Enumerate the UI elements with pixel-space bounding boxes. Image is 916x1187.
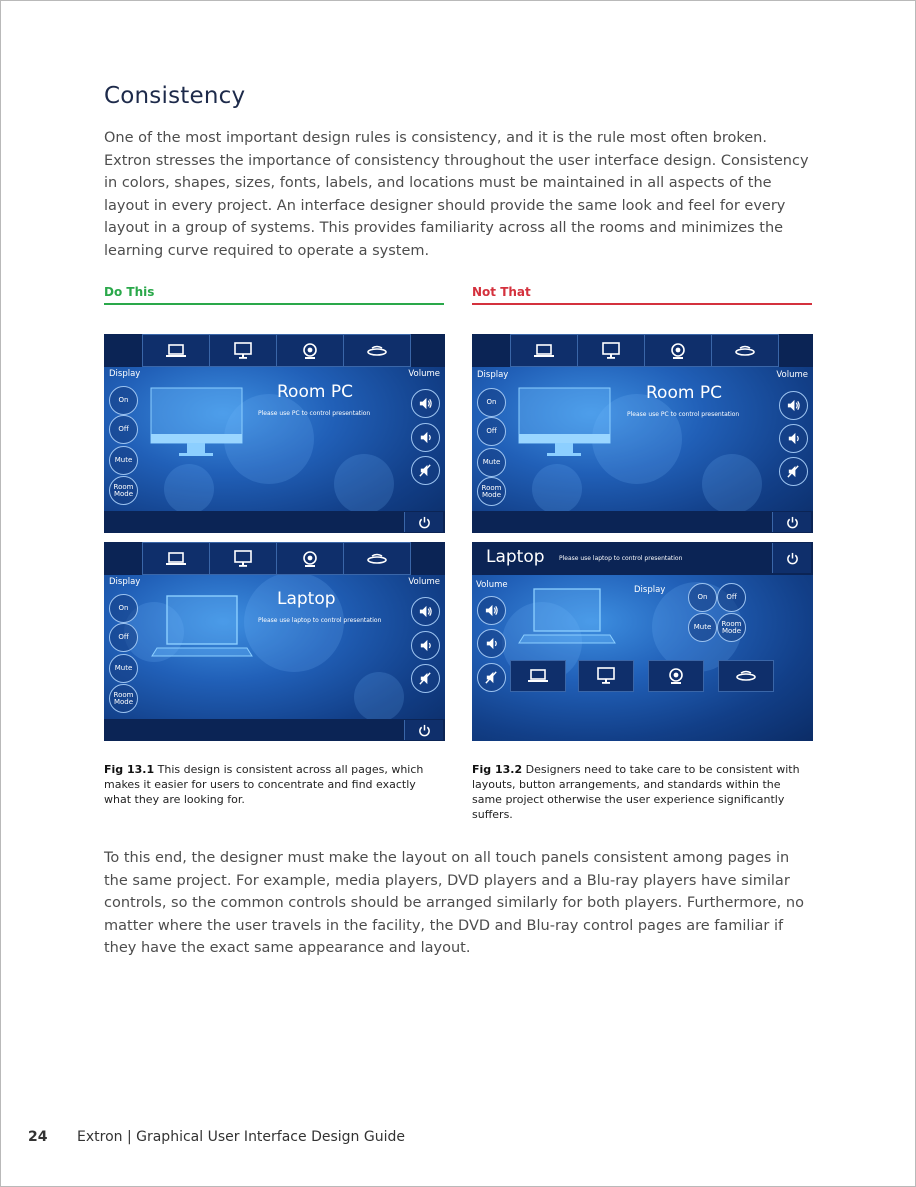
display-on-button[interactable]: On <box>109 594 138 623</box>
tab-bluray[interactable] <box>711 334 779 367</box>
power-icon <box>786 552 799 565</box>
monitor-icon <box>600 342 622 360</box>
do-this-heading: Do This <box>104 285 444 305</box>
volume-mute-button[interactable] <box>477 663 506 692</box>
bluray-icon <box>366 342 388 360</box>
source-tab-bar <box>104 542 445 575</box>
monitor-icon <box>232 342 254 360</box>
footer-title: Extron | Graphical User Interface Design Guide <box>77 1129 405 1145</box>
room-pc-title: Room PC <box>277 382 353 402</box>
camera-icon <box>299 550 321 568</box>
display-off-button[interactable]: Off <box>109 623 138 652</box>
bluray-icon <box>366 550 388 568</box>
bottom-bar <box>472 511 813 533</box>
bottom-bar <box>104 511 445 533</box>
display-on-button[interactable]: On <box>109 386 138 415</box>
not-that-heading: Not That <box>472 285 812 305</box>
panel-laptop-inconsistent <box>472 542 813 741</box>
display-label: Display <box>109 369 141 379</box>
volume-up-button[interactable] <box>477 596 506 625</box>
figure-caption-13-2: Fig 13.2 Designers need to take care to be consistent with layouts, button arrangements, and standards within the same project otherwise the user experience significantly suffers. <box>472 763 800 821</box>
monitor-icon <box>232 550 254 568</box>
title-bar <box>472 542 813 575</box>
tab-laptop[interactable] <box>510 334 578 367</box>
volume-down-button[interactable] <box>411 423 440 452</box>
tab-laptop[interactable] <box>510 660 566 692</box>
display-mute-button[interactable]: Mute <box>688 613 717 642</box>
laptop-icon <box>527 667 549 685</box>
room-mode-button[interactable] <box>717 613 746 642</box>
display-mute-button[interactable]: Mute <box>477 448 506 477</box>
room-mode-button[interactable] <box>477 477 506 506</box>
volume-mute-button[interactable] <box>779 457 808 486</box>
display-on-button[interactable]: On <box>477 388 506 417</box>
power-button[interactable] <box>404 512 443 532</box>
figure-caption-13-1: Fig 13.1 This design is consistent across all pages, which makes it easier for users to concentrate and find exactly what they are looking for. <box>104 763 424 806</box>
room-mode-label: Room Mode <box>113 482 134 498</box>
tab-bluray[interactable] <box>343 334 411 367</box>
tab-camera[interactable] <box>644 334 712 367</box>
volume-up-icon <box>786 398 801 413</box>
laptop-subtitle: Please use laptop to control presentation <box>559 555 683 562</box>
volume-label: Volume <box>408 369 440 379</box>
room-pc-subtitle: Please use PC to control presentation <box>627 411 740 418</box>
tab-pc[interactable] <box>209 334 277 367</box>
tab-bluray[interactable] <box>343 542 411 575</box>
tab-camera[interactable] <box>276 542 344 575</box>
display-off-button[interactable]: Off <box>477 417 506 446</box>
camera-icon <box>667 342 689 360</box>
camera-icon <box>299 342 321 360</box>
volume-down-icon <box>418 638 433 653</box>
intro-paragraph: One of the most important design rules is consistency, and it is the rule most often broken. Extron stresses the importance of consistency throughout the user interface design. Consistency in colors, shapes, sizes, fonts, labels, and locations must be maintained in all aspects of the layout in every project. An interface designer should provide the same look and feel for every layout in a group of systems. This provides familiarity across all the rooms and minimizes the learning curve required to operate a system. <box>104 130 809 259</box>
laptop-illustration <box>149 592 254 662</box>
volume-label: Volume <box>408 577 440 587</box>
camera-icon <box>665 667 687 685</box>
display-label: Display <box>634 585 666 595</box>
page-number: 24 <box>28 1129 48 1145</box>
room-pc-subtitle: Please use PC to control presentation <box>258 410 371 417</box>
power-button[interactable] <box>404 720 443 740</box>
laptop-icon <box>165 342 187 360</box>
display-on-button[interactable]: On <box>688 583 717 612</box>
power-icon <box>418 516 431 529</box>
desktop-monitor-illustration <box>517 386 612 461</box>
desktop-monitor-illustration <box>149 386 244 461</box>
display-off-button[interactable]: Off <box>109 415 138 444</box>
volume-label: Volume <box>476 580 508 590</box>
tab-pc[interactable] <box>577 334 645 367</box>
power-button[interactable] <box>772 543 811 573</box>
display-mute-button[interactable]: Mute <box>109 446 138 475</box>
room-mode-button[interactable] <box>109 476 138 505</box>
laptop-icon <box>165 550 187 568</box>
room-mode-label: Room Mode <box>721 619 742 635</box>
volume-mute-button[interactable] <box>411 456 440 485</box>
laptop-title: Laptop <box>486 547 545 567</box>
laptop-icon <box>533 342 555 360</box>
panel-room-pc-consistent <box>104 334 445 533</box>
display-label: Display <box>477 370 509 380</box>
mute-icon <box>418 463 433 478</box>
room-mode-button[interactable] <box>109 684 138 713</box>
panel-laptop-consistent <box>104 542 445 741</box>
mute-icon <box>418 671 433 686</box>
tab-laptop[interactable] <box>142 334 210 367</box>
mute-icon <box>484 670 499 685</box>
volume-up-button[interactable] <box>779 391 808 420</box>
room-mode-label: Room Mode <box>481 483 502 499</box>
display-mute-button[interactable]: Mute <box>109 654 138 683</box>
tab-pc[interactable] <box>209 542 277 575</box>
volume-label: Volume <box>776 370 808 380</box>
source-tab-bar <box>472 334 813 367</box>
tab-camera[interactable] <box>276 334 344 367</box>
bluray-icon <box>735 667 757 685</box>
mute-icon <box>786 464 801 479</box>
volume-down-button[interactable] <box>477 629 506 658</box>
power-button[interactable] <box>772 512 811 532</box>
bluray-icon <box>734 342 756 360</box>
monitor-icon <box>595 667 617 685</box>
volume-down-icon <box>484 636 499 651</box>
panel-room-pc-inconsistent <box>472 334 813 533</box>
tab-bluray[interactable] <box>718 660 774 692</box>
display-off-button[interactable]: Off <box>717 583 746 612</box>
volume-up-button[interactable] <box>411 597 440 626</box>
laptop-illustration <box>518 585 618 650</box>
volume-down-button[interactable] <box>411 631 440 660</box>
tab-laptop[interactable] <box>142 542 210 575</box>
volume-down-icon <box>418 430 433 445</box>
bottom-bar <box>104 719 445 741</box>
power-icon <box>418 724 431 737</box>
display-label: Display <box>109 577 141 587</box>
tab-pc[interactable] <box>578 660 634 692</box>
volume-up-icon <box>418 396 433 411</box>
volume-down-button[interactable] <box>779 424 808 453</box>
room-mode-label: Room Mode <box>113 690 134 706</box>
page-heading: Consistency <box>104 83 246 109</box>
volume-mute-button[interactable] <box>411 664 440 693</box>
room-pc-title: Room PC <box>646 383 722 403</box>
volume-up-icon <box>418 604 433 619</box>
volume-up-icon <box>484 603 499 618</box>
volume-down-icon <box>786 431 801 446</box>
source-tab-bar <box>104 334 445 367</box>
closing-paragraph: To this end, the designer must make the layout on all touch panels consistent among pages in the same project. For example, media players, DVD players and a Blu-ray players have similar controls, so the common controls should be arranged similarly for both players. Furthermore, no matter where the user travels in the facility, the DVD and Blu-ray control pages are familiar if they have the exact same appearance and layout. <box>104 850 804 956</box>
volume-up-button[interactable] <box>411 389 440 418</box>
laptop-subtitle: Please use laptop to control presentation <box>258 617 382 624</box>
laptop-title: Laptop <box>277 589 336 609</box>
power-icon <box>786 516 799 529</box>
tab-camera[interactable] <box>648 660 704 692</box>
